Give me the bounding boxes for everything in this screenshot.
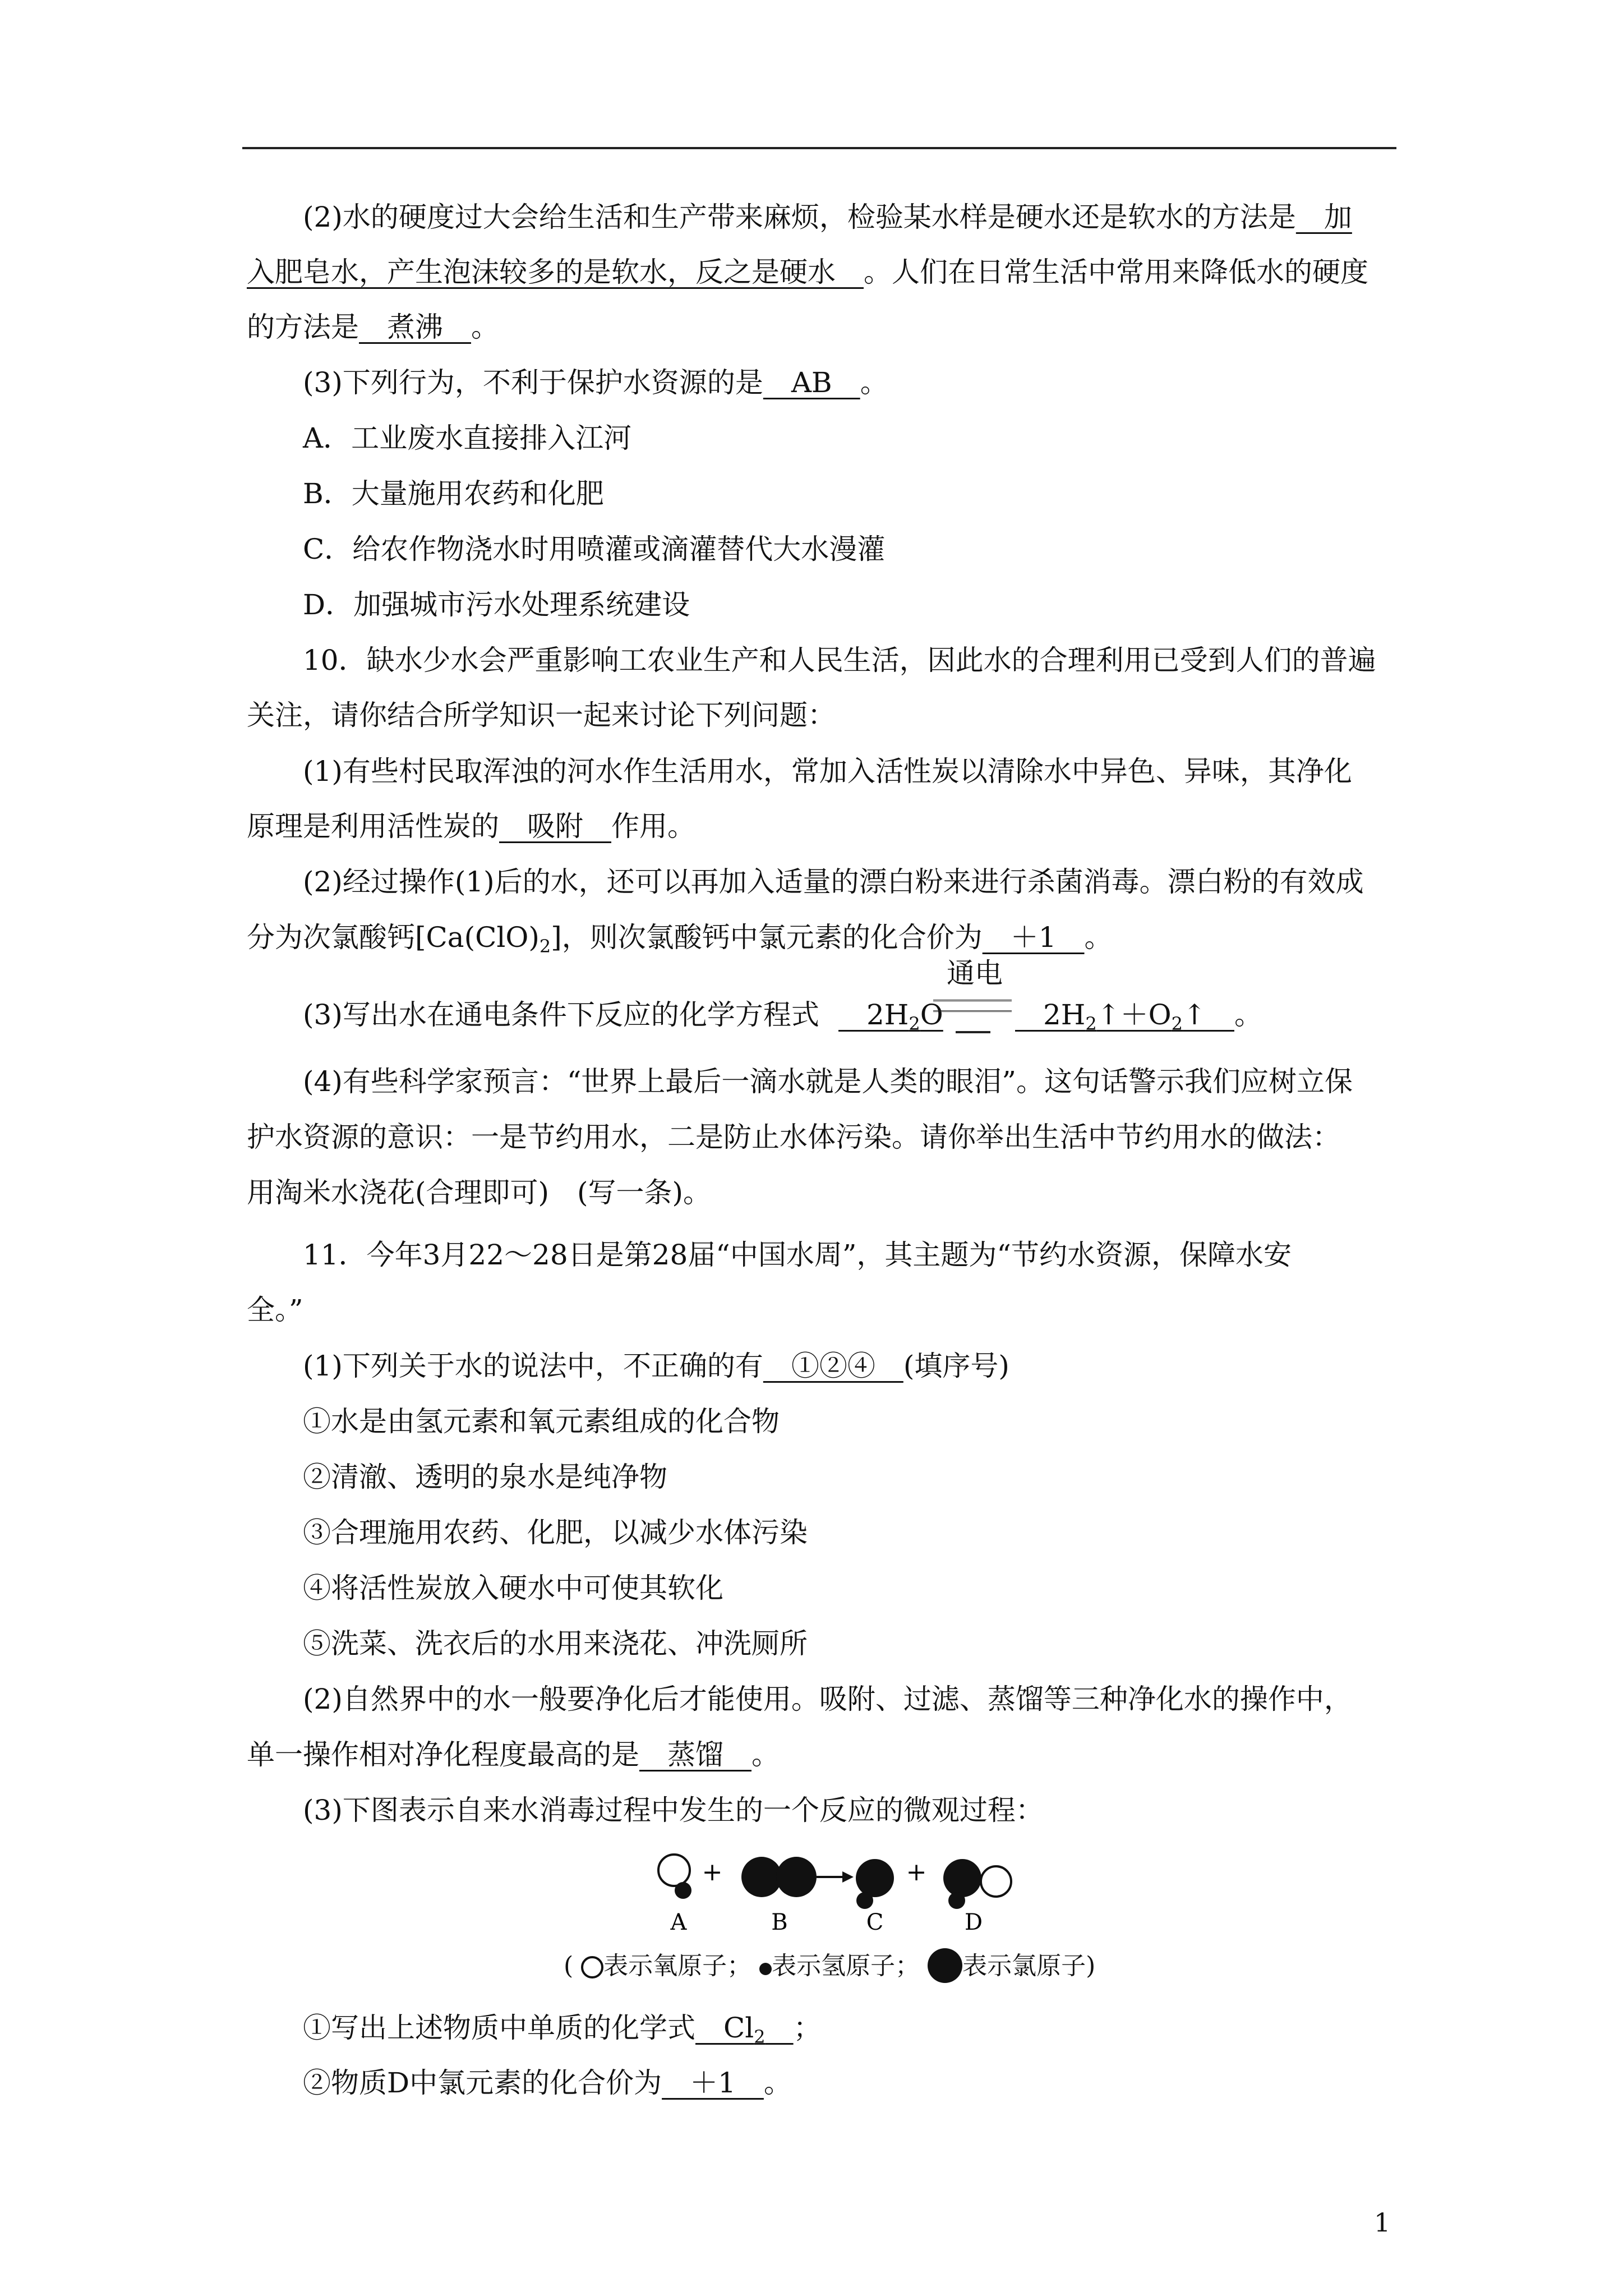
option-d: D．加强城市污水处理系统建设: [303, 588, 690, 621]
option-b: B．大量施用农药和化肥: [303, 477, 604, 510]
option-c: C．给农作物浇水时用喷灌或滴灌替代大水漫灌: [303, 533, 886, 565]
statement-5: ⑤洗菜、洗衣后的水用来浇花、冲洗厕所: [303, 1627, 808, 1660]
q10-part2-answer: ＋1: [982, 921, 1085, 954]
plus-sign-2: +: [906, 1858, 927, 1887]
q10-part3-text: (3)写出水在通电条件下反应的化学方程式: [303, 999, 819, 1031]
q10-part4-line2: 护水资源的意识：一是节约用水，二是防止水体污染。请你举出生活中节约用水的做法：: [247, 1121, 1340, 1153]
q11-part2-line1: (2)自然界中的水一般要净化后才能使用。吸附、过滤、蒸馏等三种净化水的操作中，: [303, 1683, 1352, 1715]
reaction-arrow-icon: [817, 1871, 854, 1883]
statement-3: ③合理施用农药、化肥，以减少水体污染: [303, 1516, 808, 1549]
q10-part4-line3: 用淘米水浇花(合理即可) (写一条)。: [247, 1176, 712, 1209]
q11-sub2: ②物质D中氯元素的化合价为 ＋1 。: [303, 2067, 792, 2099]
diagram-legend: ( 表示氧原子； 表示氢原子； 表示氯原子): [564, 1947, 1095, 1986]
q11-part3: (3)下图表示自来水消毒过程中发生的一个反应的微观过程：: [303, 1794, 1044, 1826]
q11-part2-answer: 蒸馏: [639, 1738, 751, 1771]
q10-part4-line1: (4)有些科学家预言：“世界上最后一滴水就是人类的眼泪”。这句话警示我们应树立保: [303, 1065, 1353, 1098]
q11-sub2-answer: ＋1: [662, 2067, 764, 2099]
equals-sign: [933, 1000, 1012, 1012]
chlorine-atom-icon: [856, 1859, 894, 1897]
q9-part3: (3)下列行为，不利于保护水资源的是 AB 。: [303, 366, 888, 399]
q11-part1: (1)下列关于水的说法中，不正确的有 ①②④ (填序号): [303, 1350, 1009, 1382]
hydrogen-atom-icon: [675, 1882, 691, 1899]
molecule-b: [741, 1857, 817, 1897]
equals-tick: [956, 1031, 990, 1033]
q10-stem-line2: 关注，请你结合所学知识一起来讨论下列问题：: [247, 699, 836, 731]
hydrogen-atom-icon: [948, 1892, 965, 1909]
q9-part2-answer: 加: [1295, 201, 1352, 233]
q10-part1-line1: (1)有些村民取浑浊的河水作生活用水，常加入活性炭以清除水中异色、异味，其净化: [303, 755, 1352, 788]
q9-part2-line2: 入肥皂水，产生泡沫较多的是软水，反之是硬水 。人们在日常生活中常用来降低水的硬度: [247, 256, 1368, 288]
q9-part2-line3: 的方法是 煮沸 。: [247, 311, 499, 343]
label-d: D: [964, 1910, 983, 1935]
label-c: C: [866, 1910, 884, 1935]
oxygen-legend-icon: [581, 1956, 603, 1978]
header-rule: [242, 147, 1396, 149]
q9-part3-answer: AB: [763, 366, 860, 399]
label-b: B: [771, 1910, 788, 1935]
chlorine-atom-icon: [741, 1857, 782, 1897]
hydrogen-atom-icon: [856, 1892, 873, 1909]
statement-2: ②清澈、透明的泉水是纯净物: [303, 1461, 667, 1493]
molecule-d: [943, 1859, 1011, 1909]
q10-stem-line1: 10．缺水少水会严重影响工农业生产和人民生活，因此水的合理利用已受到人们的普遍: [303, 644, 1376, 677]
q11-part2-line2: 单一操作相对净化程度最高的是 蒸馏 。: [247, 1738, 780, 1771]
label-a: A: [670, 1910, 687, 1935]
page-number: 1: [1374, 2207, 1391, 2238]
q11-part1-answer: ①②④: [763, 1350, 903, 1382]
q11-stem-line1: 11．今年3月22～28日是第28届“中国水周”，其主题为“节约水资源，保障水安: [303, 1239, 1292, 1271]
molecule-c: [856, 1859, 894, 1909]
q10-part4-answer: 用淘米水浇花(合理即可): [247, 1176, 550, 1209]
q10-part2-line1: (2)经过操作(1)后的水，还可以再加入适量的漂白粉来进行杀菌消毒。漂白粉的有效成: [303, 866, 1364, 898]
q10-part1-line2: 原理是利用活性炭的 吸附 作用。: [247, 810, 695, 843]
q9-part2-answer-boil: 煮沸: [359, 311, 471, 343]
oxygen-atom-icon: [981, 1866, 1011, 1897]
statement-1: ①水是由氢元素和氧元素组成的化合物: [303, 1405, 780, 1438]
hydrogen-legend-icon: [759, 1963, 772, 1975]
q10-part3-lhs: $2H_2O$: [838, 999, 943, 1034]
chlorine-atom-icon: [776, 1857, 817, 1897]
oxygen-atom-icon: [658, 1855, 690, 1886]
q11-stem-line2: 全。”: [247, 1294, 303, 1326]
chlorine-legend-icon: [928, 1948, 962, 1983]
q10-part2-line2: 分为次氯酸钙$[Ca(ClO)_2]$，则次氯酸钙中氯元素的化合价为 ＋1 。: [247, 921, 1113, 957]
chlorine-atom-icon: [943, 1859, 981, 1897]
option-a: A．工业废水直接排入江河: [303, 422, 632, 454]
q9-part2-line1: (2)水的硬度过大会给生活和生产带来麻烦，检验某水样是硬水还是软水的方法是 加: [303, 201, 1352, 233]
q10-part1-answer: 吸附: [499, 810, 611, 843]
plus-sign-1: +: [702, 1858, 723, 1887]
reaction-condition: 通电: [947, 957, 1003, 990]
q11-sub1-answer: $Cl_2$: [695, 2012, 766, 2047]
molecule-a: [658, 1855, 691, 1899]
q11-sub1: ①写出上述物质中单质的化学式 $Cl_2$ ；: [303, 2012, 822, 2047]
statement-4: ④将活性炭放入硬水中可使其软化: [303, 1572, 723, 1604]
q9-part2-answer-cont: 入肥皂水，产生泡沫较多的是软水，反之是硬水: [247, 256, 864, 288]
q10-part3-rhs: $2H_2↑+O_2↑$ 。: [1015, 999, 1262, 1034]
